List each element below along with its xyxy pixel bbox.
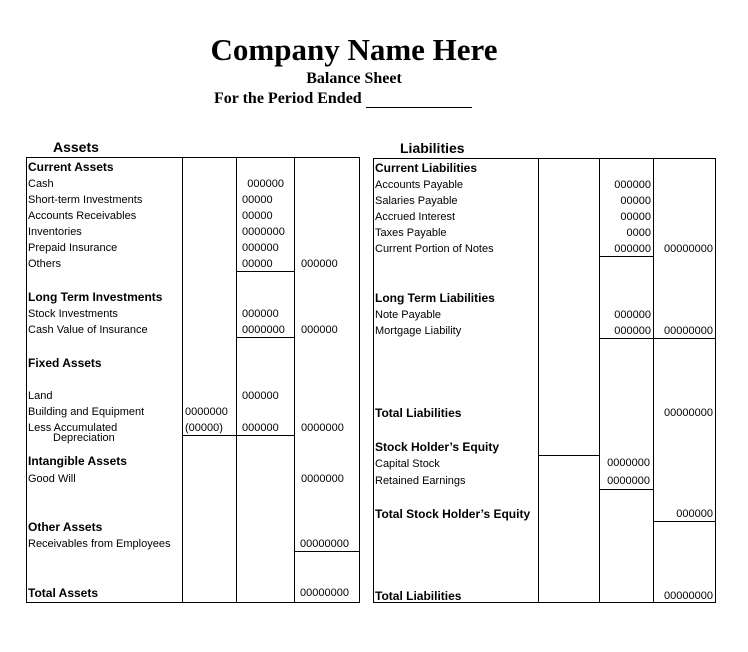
line-total: 0000000 <box>301 473 344 485</box>
line-amount: 000000 <box>242 390 279 402</box>
liabilities-heading: Liabilities <box>400 140 465 156</box>
line-label-cont: Depreciation <box>53 432 115 444</box>
rule <box>599 338 716 339</box>
long-term-liabilities-heading: Long Term Liabilities <box>375 291 495 305</box>
line-amount: 0000000 <box>242 226 285 238</box>
assets-col-divider-1 <box>182 157 183 603</box>
rule <box>182 435 294 436</box>
document-title: Balance Sheet <box>306 70 402 87</box>
line-amount: 00000 <box>242 258 273 270</box>
line-label: Less Accumulated <box>28 422 118 434</box>
line-total: 00000000 <box>300 538 349 550</box>
current-liabilities-heading: Current Liabilities <box>375 161 478 175</box>
line-label: Retained Earnings <box>375 475 466 487</box>
long-term-investments-heading: Long Term Investments <box>28 290 163 304</box>
line-amount: 00000 <box>620 195 651 207</box>
line-gross: 0000000 <box>185 406 228 418</box>
line-label: Others <box>28 258 62 270</box>
line-label: Current Portion of Notes <box>375 243 494 255</box>
total-assets-amount: 00000000 <box>300 587 349 599</box>
line-amount: 000000 <box>247 178 284 190</box>
rule <box>538 455 599 456</box>
rule <box>294 551 360 552</box>
line-label: Building and Equipment <box>28 406 145 418</box>
line-label: Capital Stock <box>375 458 440 470</box>
grand-total-label: Total Liabilities <box>375 589 462 603</box>
line-amount: 000000 <box>242 242 279 254</box>
line-label: Cash Value of Insurance <box>28 324 148 336</box>
line-amount: 00000 <box>242 194 273 206</box>
assets-heading: Assets <box>53 139 99 155</box>
line-label: Prepaid Insurance <box>28 242 118 254</box>
line-amount: 0000000 <box>607 475 650 487</box>
line-amount: 000000 <box>614 309 651 321</box>
line-label: Accounts Receivables <box>28 210 137 222</box>
line-amount: 000000 <box>242 422 279 434</box>
line-label: Receivables from Employees <box>28 538 171 550</box>
line-amount: 0000 <box>626 227 651 239</box>
equity-heading: Stock Holder’s Equity <box>375 440 500 454</box>
line-total: 00000000 <box>664 243 713 255</box>
line-amount: 000000 <box>242 308 279 320</box>
rule <box>236 271 294 272</box>
line-amount: 0000000 <box>607 457 650 469</box>
rule <box>653 521 716 522</box>
line-label: Short-term Investments <box>28 194 143 206</box>
line-gross: (00000) <box>185 422 223 434</box>
period-label: For the Period Ended <box>214 90 362 107</box>
line-label: Taxes Payable <box>375 227 447 239</box>
assets-table <box>26 157 360 603</box>
line-amount: 00000 <box>242 210 273 222</box>
liab-col-divider-1 <box>538 158 539 603</box>
line-label: Good Will <box>28 473 76 485</box>
liab-col-divider-3 <box>653 158 654 603</box>
line-amount: 000000 <box>614 179 651 191</box>
current-assets-heading: Current Assets <box>28 160 114 174</box>
assets-col-divider-2 <box>236 157 237 603</box>
period-blank <box>366 91 472 108</box>
line-amount: 000000 <box>614 243 651 255</box>
line-total: 000000 <box>301 258 338 270</box>
other-assets-heading: Other Assets <box>28 520 103 534</box>
line-label: Inventories <box>28 226 82 238</box>
line-label: Mortgage Liability <box>375 325 462 337</box>
rule <box>236 337 294 338</box>
liab-col-divider-2 <box>599 158 600 603</box>
intangible-assets-heading: Intangible Assets <box>28 454 127 468</box>
line-total: 00000000 <box>664 325 713 337</box>
period-line <box>214 90 472 108</box>
line-label: Stock Investments <box>28 308 118 320</box>
company-name: Company Name Here <box>210 32 498 67</box>
total-equity-label: Total Stock Holder’s Equity <box>375 507 531 521</box>
line-label: Land <box>28 390 53 402</box>
total-assets-label: Total Assets <box>28 586 99 600</box>
line-label: Salaries Payable <box>375 195 458 207</box>
total-equity-amount: 000000 <box>676 508 713 520</box>
line-amount: 000000 <box>614 325 651 337</box>
line-total: 000000 <box>301 324 338 336</box>
rule <box>599 256 653 257</box>
line-label: Note Payable <box>375 309 442 321</box>
line-label: Accounts Payable <box>375 179 464 191</box>
liabilities-table <box>373 158 716 603</box>
line-amount: 0000000 <box>242 324 285 336</box>
line-label: Cash <box>28 178 54 190</box>
assets-col-divider-3 <box>294 157 295 603</box>
line-label: Accrued Interest <box>375 211 456 223</box>
rule <box>599 489 653 490</box>
line-amount: 00000 <box>620 211 651 223</box>
fixed-assets-heading: Fixed Assets <box>28 356 102 370</box>
total-liabilities-label: Total Liabilities <box>375 406 462 420</box>
grand-total-amount: 00000000 <box>664 590 713 602</box>
line-total: 0000000 <box>301 422 344 434</box>
total-liabilities-amount: 00000000 <box>664 407 713 419</box>
